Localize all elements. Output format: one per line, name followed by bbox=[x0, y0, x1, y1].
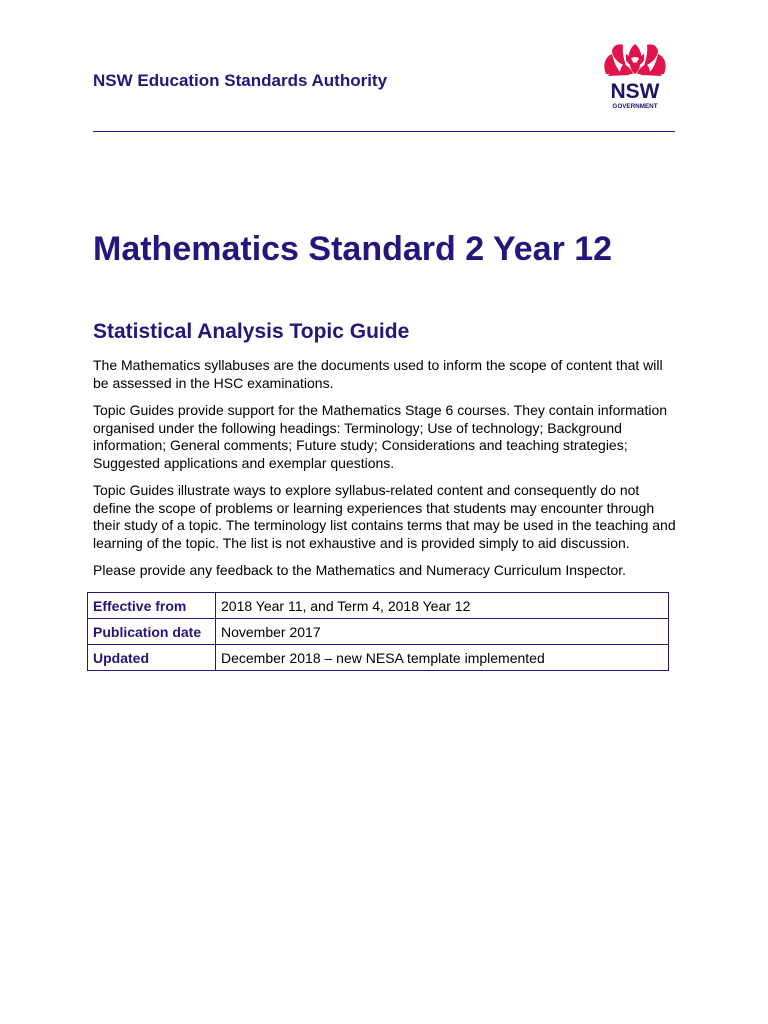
paragraph-scope bbox=[93, 482, 683, 552]
paragraph-line: information; General comments; Future study; Considerations and teaching strategies; bbox=[93, 437, 628, 453]
document-info-table bbox=[87, 592, 669, 671]
paragraph-line: their study of a topic. The terminology list contains terms that may be used in the teaching and bbox=[93, 517, 676, 533]
table-row bbox=[88, 619, 669, 645]
paragraph-line: define the scope of problems or learning experiences that students may encounter through bbox=[93, 499, 655, 516]
waratah-flower-icon bbox=[600, 42, 670, 112]
info-label: Effective from bbox=[88, 593, 216, 619]
document-title: Mathematics Standard 2 Year 12 bbox=[93, 230, 613, 268]
info-label: Updated bbox=[88, 645, 216, 671]
paragraph-line: organised under the following headings: Terminology; Use of technology; Background bbox=[93, 419, 622, 436]
paragraph-line: Please provide any feedback to the Mathematics and Numeracy Curriculum Inspector. bbox=[93, 562, 627, 578]
header-divider bbox=[93, 131, 675, 132]
table-row bbox=[88, 593, 669, 619]
logo-word: NSW bbox=[610, 80, 660, 103]
document-body bbox=[93, 357, 683, 590]
paragraph-feedback bbox=[93, 562, 683, 580]
paragraph-intro bbox=[93, 357, 683, 392]
paragraph-line: Topic Guides illustrate ways to explore syllabus-related content and consequently do not bbox=[93, 482, 640, 498]
logo-subword: GOVERNMENT bbox=[612, 103, 658, 110]
table-row bbox=[88, 645, 669, 671]
organisation-name: NSW Education Standards Authority bbox=[93, 71, 388, 90]
paragraph-line: Topic Guides provide support for the Mathematics Stage 6 courses. They contain information bbox=[93, 402, 668, 418]
document-subtitle: Statistical Analysis Topic Guide bbox=[93, 320, 410, 343]
paragraph-line: The Mathematics syllabuses are the documents used to inform the scope of content that will bbox=[93, 357, 663, 373]
info-value: November 2017 bbox=[216, 619, 669, 645]
paragraph-line: Suggested applications and exemplar questions. bbox=[93, 454, 395, 471]
info-value: December 2018 – new NESA template implemented bbox=[216, 645, 669, 671]
paragraph-line: be assessed in the HSC examinations. bbox=[93, 374, 334, 391]
info-label: Publication date bbox=[88, 619, 216, 645]
paragraph-line: learning of the topic. The list is not exhaustive and is provided simply to aid discussion. bbox=[93, 534, 630, 551]
paragraph-support bbox=[93, 402, 683, 472]
nsw-government-logo bbox=[600, 42, 670, 112]
info-value: 2018 Year 11, and Term 4, 2018 Year 12 bbox=[216, 593, 669, 619]
